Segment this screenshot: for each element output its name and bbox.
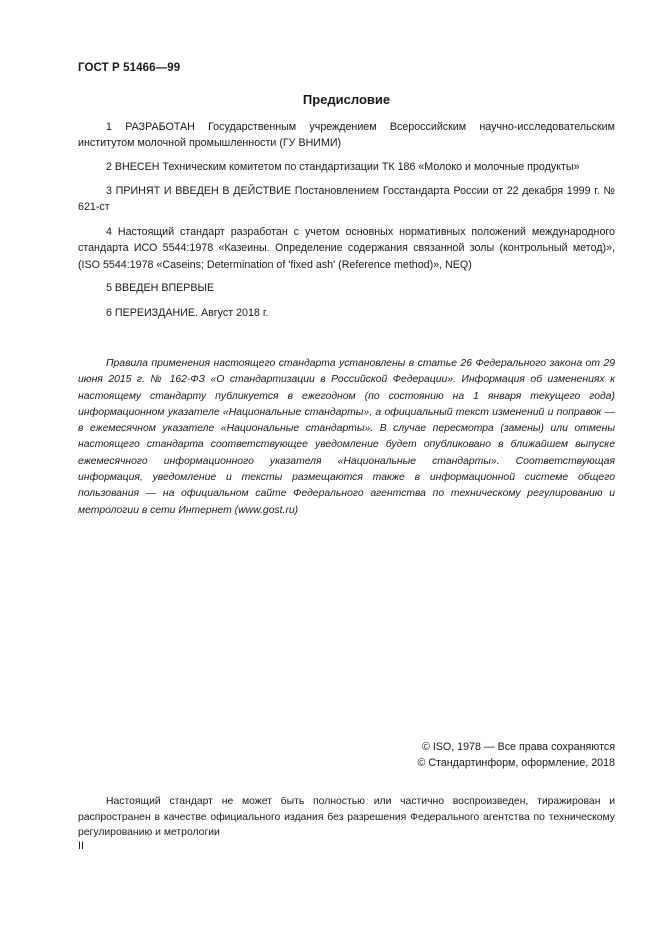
section-1-developed: 1 РАЗРАБОТАН Государственным учреждением Всероссийским научно-исследовательским институтом молочной промышленности (ГУ ВНИМИ)	[78, 121, 615, 150]
section-2-submitted: 2 ВНЕСЕН Техническим комитетом по стандартизации ТК 186 «Молоко и молочные продукты»	[106, 161, 580, 173]
reproduction-notice: Настоящий стандарт не может быть полностью или частично воспроизведен, тиражирован и распространен в качестве официального издания без разрешения Федерального агентства по техническому регулированию и метрологии	[78, 796, 615, 839]
application-rules-note: Правила применения настоящего стандарта установлены в статье 26 Федерального закона от 29 июня 2015 г. № 162-ФЗ «О стандартизации в Российской Федерации». Информация об изменениях к настоящему стандарту публикуется в ежегодном (по состоянию на 1 января текущего года) информационном указателе «Национальные стандарты», а официальный текст изменений и поправок — в ежемесячном указателе «Национальные стандарты». В случае пересмотра (замены) или отмены настоящего стандарта соответствующее уведомление будет опубликовано в ближайшем выпуске ежемесячного информационного указателя «Национальные стандарты». Соответствующая информация, уведомление и тексты размещаются также в информационной системе общего пользования — на официальном сайте Федерального агентства по техническому регулированию и метрологии в сети Интернет (www.gost.ru)	[78, 358, 615, 516]
section-3-adopted: 3 ПРИНЯТ И ВВЕДЕН В ДЕЙСТВИЕ Постановлением Госстандарта России от 22 декабря 1999 г. № 621-ст	[78, 185, 615, 214]
preface-title: Предисловие	[302, 92, 391, 107]
standard-id-header: ГОСТ Р 51466—99	[78, 62, 181, 74]
section-4-based-on: 4 Настоящий стандарт разработан с учетом основных нормативных положений международного стандарта ИСО 5544:1978 «Казеины. Определение содержания связанной золы (контрольный метод)», (ISO 5544:1978 «Caseins; Determination of 'fixed ash' (Reference method)», NEQ)	[78, 226, 615, 271]
page-number: II	[78, 840, 84, 852]
section-5-first-introduced: 5 ВВЕДЕН ВПЕРВЫЕ	[106, 282, 215, 294]
copyright-iso: © ISO, 1978 — Все права сохраняются	[421, 741, 615, 753]
section-6-reissue: 6 ПЕРЕИЗДАНИЕ. Август 2018 г.	[106, 307, 269, 319]
copyright-standartinform: © Стандартинформ, оформление, 2018	[417, 757, 615, 769]
